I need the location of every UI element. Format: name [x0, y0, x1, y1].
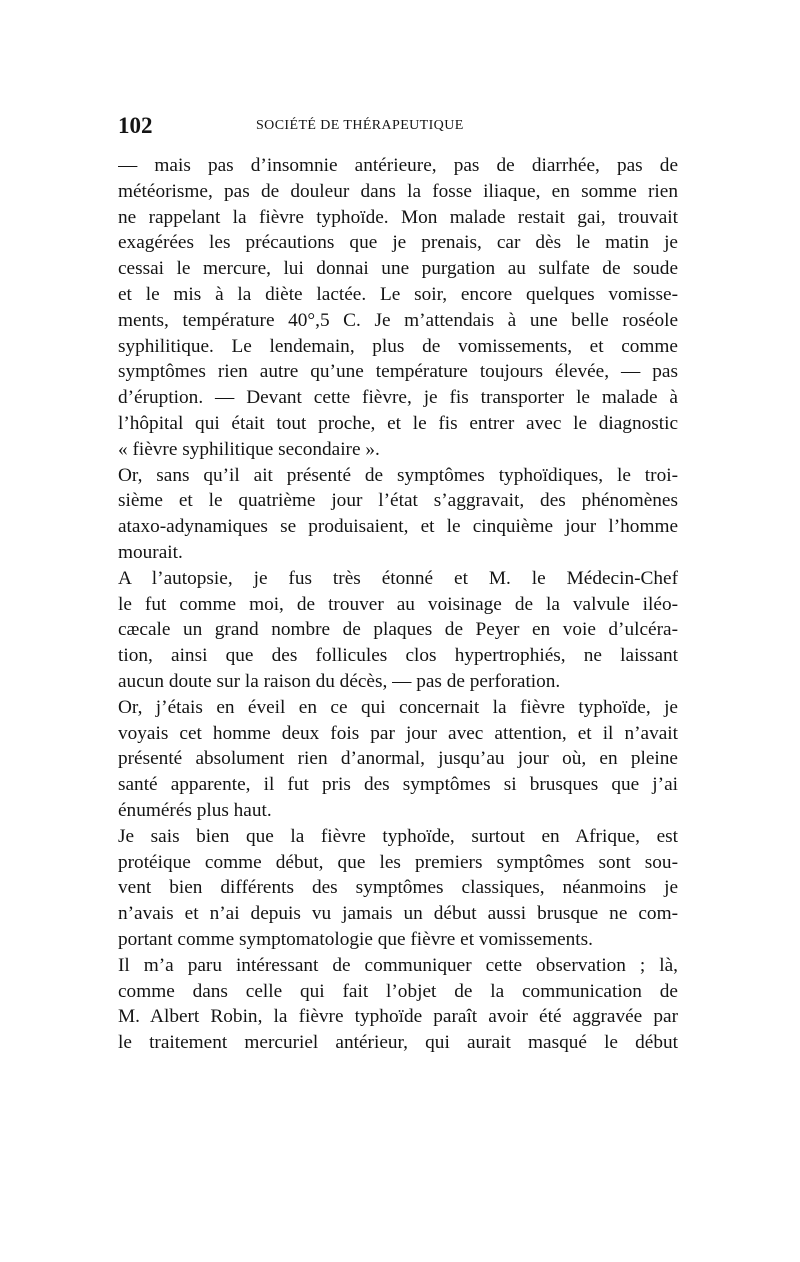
- paragraph-1: [118, 153, 678, 463]
- text-line: Or, j’étais en éveil en ce qui concernait la fièvre typhoïde, je: [118, 696, 678, 718]
- text-line: le fut comme moi, de trouver au voisinage de la valvule iléo-: [118, 593, 678, 615]
- paragraph-4: [118, 695, 678, 824]
- text-line: cessai le mercure, lui donnai une purgation au sulfate de soude: [118, 258, 678, 280]
- text-line: ments, température 40°,5 C. Je m’attendais à une belle roséole: [118, 309, 678, 331]
- paragraph-3: [118, 566, 678, 695]
- text-line: météorisme, pas de douleur dans la fosse iliaque, en somme rien: [118, 180, 678, 202]
- text-line: syphilitique. Le lendemain, plus de vomissements, et comme: [118, 335, 678, 357]
- text-line: tion, ainsi que des follicules clos hypertrophiés, ne laissant: [118, 645, 678, 667]
- page-number: 102: [118, 113, 153, 138]
- text-line: aucun doute sur la raison du décès, — pas de perforation.: [118, 670, 561, 692]
- text-line: Il m’a paru intéressant de communiquer cette observation ; là,: [118, 954, 678, 976]
- text-line: A l’autopsie, je fus très étonné et M. le Médecin-Chef: [118, 567, 678, 589]
- running-title: SOCIÉTÉ DE THÉRAPEUTIQUE: [256, 118, 464, 133]
- text-line: santé apparente, il fut pris des symptômes si brusques que j’ai: [118, 774, 678, 796]
- text-line: comme dans celle qui fait l’objet de la communication de: [118, 980, 678, 1002]
- text-line: d’éruption. — Devant cette fièvre, je fis transporter le malade à: [118, 387, 678, 409]
- text-line: sième et le quatrième jour l’état s’aggravait, des phénomènes: [118, 490, 678, 512]
- text-line: vent bien différents des symptômes classiques, néanmoins je: [118, 877, 678, 899]
- paragraph-5: [118, 824, 678, 953]
- text-line: « fièvre syphilitique secondaire ».: [118, 438, 380, 460]
- text-line: n’avais et n’ai depuis vu jamais un début aussi brusque ne com-: [118, 903, 678, 925]
- text-line: exagérées les précautions que je prenais, car dès le matin je: [118, 232, 678, 254]
- text-line: Or, sans qu’il ait présenté de symptômes typhoïdiques, le troi-: [118, 464, 678, 486]
- paragraph-6: [118, 953, 678, 1056]
- text-line: — mais pas d’insomnie antérieure, pas de diarrhée, pas de: [118, 155, 678, 176]
- text-line: portant comme symptomatologie que fièvre et vomissements.: [118, 928, 593, 950]
- text-line: énumérés plus haut.: [118, 799, 272, 821]
- text-line: M. Albert Robin, la fièvre typhoïde paraît avoir été aggravée par: [118, 1006, 678, 1028]
- paragraph-2: [118, 463, 678, 566]
- text-line: mourait.: [118, 541, 183, 563]
- text-line: l’hôpital qui était tout proche, et le fis entrer avec le diagnostic: [118, 412, 678, 434]
- text-line: Je sais bien que la fièvre typhoïde, surtout en Afrique, est: [118, 825, 678, 847]
- text-line: cæcale un grand nombre de plaques de Peyer en voie d’ulcéra-: [118, 619, 678, 641]
- text-line: ne rappelant la fièvre typhoïde. Mon malade restait gai, trouvait: [118, 206, 678, 228]
- text-line: le traitement mercuriel antérieur, qui aurait masqué le début: [118, 1032, 678, 1054]
- text-line: et le mis à la diète lactée. Le soir, encore quelques vomisse-: [118, 283, 678, 305]
- text-line: ataxo-adynamiques se produisaient, et le cinquième jour l’homme: [118, 516, 678, 538]
- text-line: symptômes rien autre qu’une température toujours élevée, — pas: [118, 361, 678, 383]
- page-header: [118, 110, 676, 142]
- text-line: voyais cet homme deux fois par jour avec attention, et il n’avait: [118, 722, 678, 744]
- body-text: [118, 153, 678, 1056]
- text-line: présenté absolument rien d’anormal, jusqu’au jour où, en pleine: [118, 748, 678, 770]
- text-line: protéique comme début, que les premiers symptômes sont sou-: [118, 851, 678, 873]
